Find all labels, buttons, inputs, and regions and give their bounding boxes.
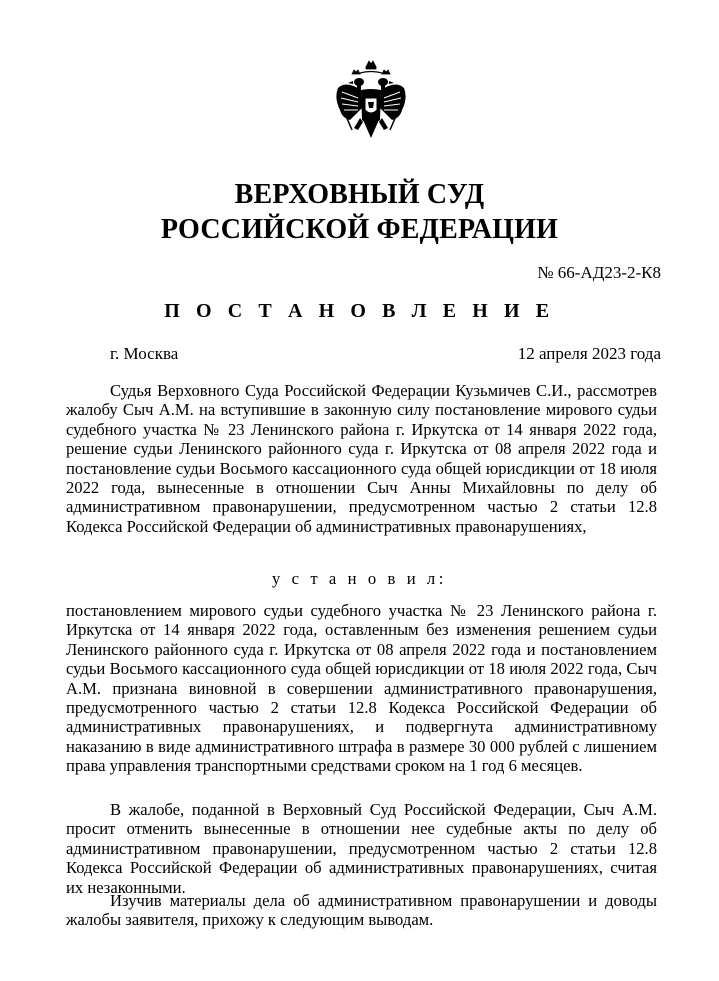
paragraph-facts: постановлением мирового судьи судебного участка № 23 Ленинского района г. Иркутска от 14 января 2022 года, оставленным без изменения решением судьи Ленинского районного суда г. Иркутска от 08 апреля 2022 года и постановлением судьи Восьмого кассационного суда общей юрисдикции от 18 июля 2022 года, Сыч А.М. признана виновной в совершении административного правонарушения, предусмотренного частью 2 статьи 12.8 Кодекса Российской Федерации об административных правонарушениях, и подвергнута административному наказанию в виде административного штрафа в размере 30 000 рублей с лишением права управления транспортными средствами сроком на 1 год 6 месяцев.	[66, 601, 657, 776]
date-of-issue: 12 апреля 2023 года	[517, 344, 661, 363]
court-name-line-2: РОССИЙСКОЙ ФЕДЕРАЦИИ	[160, 214, 559, 245]
paragraph-complaint: В жалобе, поданной в Верховный Суд Российской Федерации, Сыч А.М. просит отменить вынесенные в отношении нее судебные акты по делу об административном правонарушении, предусмотренном частью 2 статьи 12.8 Кодекса Российской Федерации об административных правонарушениях, считая их незаконными.	[66, 800, 657, 897]
ustanovil-heading: у с т а н о в и л:	[271, 569, 448, 588]
case-number: № 66-АД23-2-К8	[537, 263, 661, 282]
coat-of-arms-emblem	[328, 58, 414, 158]
paragraph-conclusion: Изучив материалы дела об административном правонарушении и доводы жалобы заявителя, прихожу к следующим выводам.	[66, 891, 657, 930]
place-of-issue: г. Москва	[110, 344, 179, 363]
paragraph-intro: Судья Верховного Суда Российской Федерации Кузьмичев С.И., рассмотрев жалобу Сыч А.М. на вступившие в законную силу постановление мирового судьи судебного участка № 23 Ленинского района г. Иркутска от 14 января 2022 года, решение судьи Ленинского районного суда г. Иркутска от 08 апреля 2022 года и постановление судьи Восьмого кассационного суда общей юрисдикции от 18 июля 2022 года, вынесенные в отношении Сыч Анны Михайловны по делу об административном правонарушении, предусмотренном частью 2 статьи 12.8 Кодекса Российской Федерации об административных правонарушениях,	[66, 381, 657, 536]
court-name-line-1: ВЕРХОВНЫЙ СУД	[234, 179, 485, 210]
document-type-heading: П О С Т А Н О В Л Е Н И Е	[164, 300, 555, 322]
